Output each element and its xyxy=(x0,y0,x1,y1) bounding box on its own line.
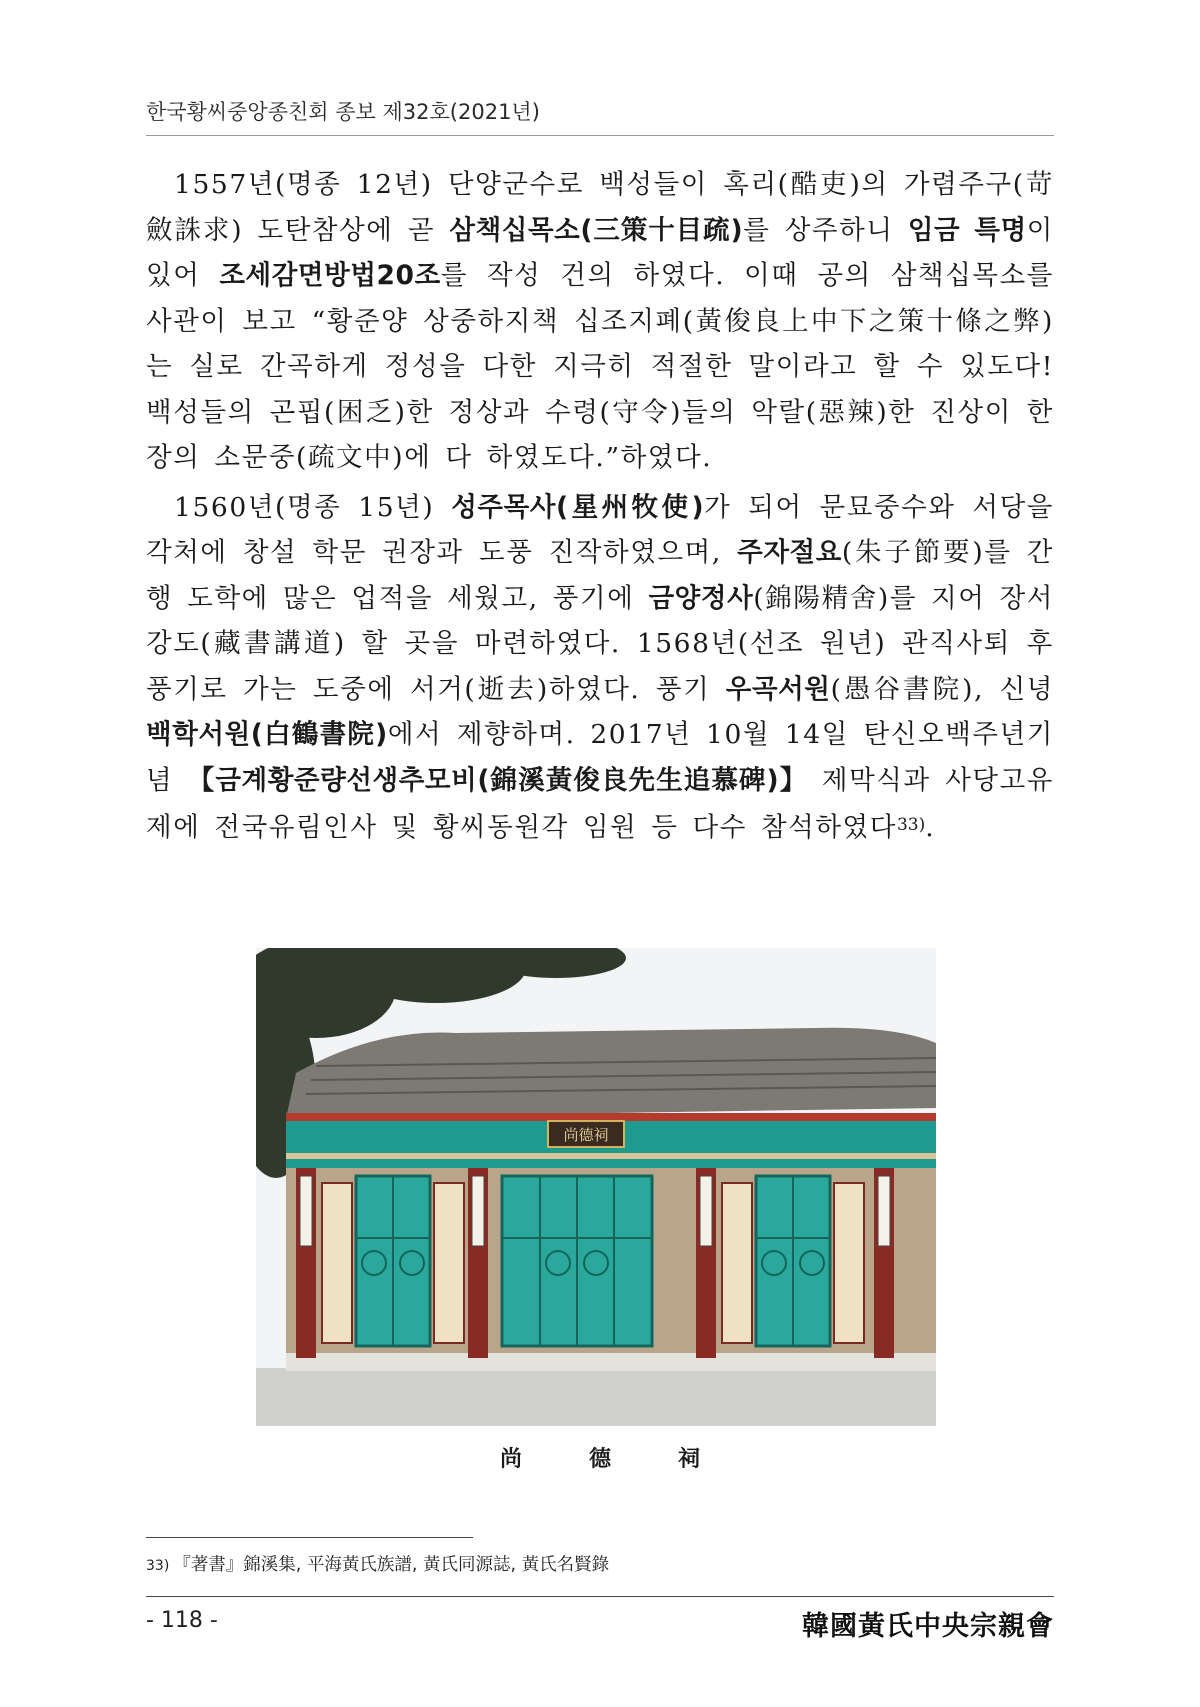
text-run: (愚谷書院), 신녕 xyxy=(830,673,1054,705)
body-text xyxy=(146,162,1054,851)
text-run: . xyxy=(925,812,936,843)
bold-phrase: 조세감면방법20조 xyxy=(219,260,441,291)
text-run: 를 상주하니 xyxy=(743,214,908,246)
text-run: 1557년(명종 12년) 단양군수로 백성들이 혹리(酷吏)의 가렴주구(苛斂誅求) 도탄참상에 곧 xyxy=(146,169,1054,246)
signboard-text: 尚德祠 xyxy=(563,1126,609,1144)
bold-phrase: 우곡서원 xyxy=(725,673,831,705)
text-run: 가 되어 문묘중수와 서당을 각처에 창설 학문 권장과 도풍 진작하였으며, xyxy=(146,491,1055,568)
bold-phrase: 임금 특명 xyxy=(907,214,1027,246)
eave-trim xyxy=(286,1113,936,1121)
bold-phrase: 주자절요 xyxy=(737,537,842,568)
platform-step xyxy=(286,1353,936,1371)
text-run: 를 작성 건의 하였다. 이때 공의 삼책십목소를 사관이 보고 “황준양 상중하지책 십조지폐(黃俊良上中下之策十條之弊)는 실로 간곡하게 정성을 다한 지극히 적절한 말이라고 할 수 있도다! 백성들의 곤핍(困乏)한 정상과 수령(守令)들의 악랄(惡辣)한 진상이 한 장의 소문중(疏文中)에 다 하였도다.”하였다. xyxy=(146,260,1054,473)
footer-divider xyxy=(146,1596,1054,1597)
photo-caption xyxy=(500,1442,700,1473)
text-run: 에서 제향하며. 2017년 10월 14일 탄신오백주년기념 xyxy=(146,719,1054,796)
footnote-text: 『著書』錦溪集, 平海黃氏族譜, 黃氏同源誌, 黃氏名賢錄 xyxy=(173,1555,610,1575)
text-run: (錦陽精舍)를 지어 장서강도(藏書講道) 할 곳을 마련하였다. 1568년(선조 원년) 관직사퇴 후 풍기로 가는 도중에 서거(逝去)하였다. 풍기 xyxy=(146,582,1054,705)
caption-char: 德 xyxy=(588,1446,611,1472)
stone-platform xyxy=(256,1368,936,1426)
text-run: 이 있어 xyxy=(146,214,1054,291)
society-logo: 韓國黃氏中央宗親會 xyxy=(802,1611,1054,1642)
bold-phrase: 금양정사 xyxy=(648,582,754,614)
header-divider xyxy=(146,135,1054,136)
caption-char: 尚 xyxy=(500,1446,523,1472)
running-header: 한국황씨중앙종친회 종보 제32호(2021년) xyxy=(146,100,540,124)
page-number: - 118 - xyxy=(146,1608,218,1633)
footnote-number: 33) xyxy=(146,1558,170,1574)
bold-phrase: 백학서원(白鶴書院) xyxy=(146,719,388,750)
paragraph-1 xyxy=(146,162,1054,481)
text-run: 제막식과 사당고유제에 전국유림인사 및 황씨동원각 임원 등 다수 참석하였다 xyxy=(146,764,1054,843)
doors xyxy=(356,1176,830,1346)
bold-phrase: 삼책십목소(三策十目疏) xyxy=(449,214,744,246)
footnote xyxy=(146,1551,1054,1576)
text-run: 1560년(명종 15년) xyxy=(174,491,452,523)
footnote-ref: 33) xyxy=(896,815,926,835)
beam-trim xyxy=(286,1153,936,1159)
shrine-photo xyxy=(256,948,936,1426)
paragraph-2 xyxy=(146,485,1054,851)
bold-phrase: 성주목사(星州牧使) xyxy=(451,491,705,523)
bold-phrase: 【금계황준량선생추모비(錦溪黃俊良先生追慕碑)】 xyxy=(187,764,808,796)
caption-char: 祠 xyxy=(677,1446,700,1472)
footnote-divider xyxy=(146,1537,473,1538)
text-run: (朱子節要)를 간행 도학에 많은 업적을 세웠고, 풍기에 xyxy=(146,537,1054,614)
